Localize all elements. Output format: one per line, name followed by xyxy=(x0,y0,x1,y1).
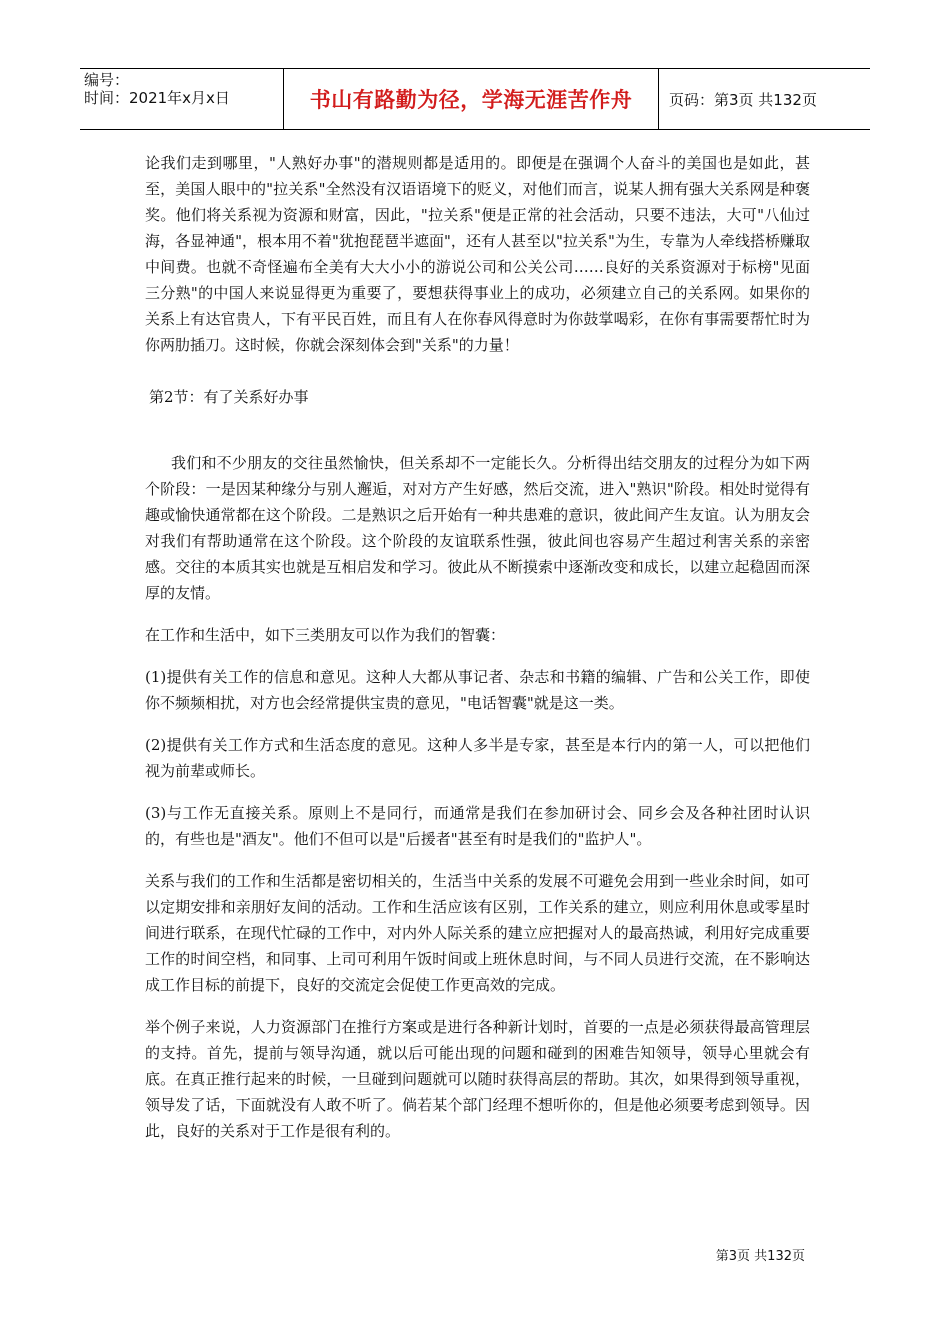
body-paragraph-1: 我们和不少朋友的交往虽然愉快，但关系却不一定能长久。分析得出结交朋友的过程分为如下两个阶段：一是因某种缘分与别人邂逅，对对方产生好感，然后交流，进入"熟识"阶段。相处时觉得有趣或愉快通常都在这个阶段。二是熟识之后开始有一种共患难的意识，彼此间产生友谊。认为朋友会对我们有帮助通常在这个阶段。这个阶段的友谊联系性强，彼此间也容易产生超过利害关系的亲密感。交往的本质其实也就是互相启发和学习。彼此从不断摸索中逐渐改变和成长，以建立起稳固而深厚的友情。 xyxy=(145,454,810,602)
list-item-2: (2)提供有关工作方式和生活态度的意见。这种人多半是专家，甚至是本行内的第一人，可以把他们视为前辈或师长。 xyxy=(145,736,810,780)
intro-paragraph: 论我们走到哪里，"人熟好办事"的潜规则都是适用的。即便是在强调个人奋斗的美国也是如此，甚至，美国人眼中的"拉关系"全然没有汉语语境下的贬义，对他们而言，说某人拥有强大关系网是种褒奖。他们将关系视为资源和财富，因此，"拉关系"便是正常的社会活动，只要不违法，大可"八仙过海，各显神通"，根本用不着"犹抱琵琶半遮面"，还有人甚至以"拉关系"为生，专靠为人牵线搭桥赚取中间费。也就不奇怪遍布全美有大大小小的游说公司和公关公司……良好的关系资源对于标榜"见面三分熟"的中国人来说显得更为重要了，要想获得事业上的成功，必须建立自己的关系网。如果你的关系上有达官贵人，下有平民百姓，而且有人在你春风得意时为你鼓掌喝彩，在你有事需要帮忙时为你两肋插刀。这时候，你就会深刻体会到"关系"的力量！ xyxy=(145,154,810,354)
document-date-label: 时间：2021年x月x日 xyxy=(84,89,230,107)
page-footer: 第3页 共132页 xyxy=(715,1249,805,1264)
header-meta xyxy=(80,69,283,129)
list-item-1: (1)提供有关工作的信息和意见。这种人大都从事记者、杂志和书籍的编辑、广告和公关工作，即使你不频频相扰，对方也会经常提供宝贵的意见，"电话智囊"就是这一类。 xyxy=(145,668,810,712)
list-item-3: (3)与工作无直接关系。原则上不是同行，而通常是我们在参加研讨会、同乡会及各种社团时认识的，有些也是"酒友"。他们不但可以是"后援者"甚至有时是我们的"监护人"。 xyxy=(145,804,810,848)
page-header xyxy=(80,68,870,130)
header-page-number: 页码：第3页 共132页 xyxy=(669,90,817,109)
document-number-label: 编号： xyxy=(84,71,130,89)
body-paragraph-2: 在工作和生活中，如下三类朋友可以作为我们的智囊： xyxy=(145,626,506,644)
document-body xyxy=(145,150,810,1144)
body-paragraph-4: 举个例子来说，人力资源部门在推行方案或是进行各种新计划时，首要的一点是必须获得最高管理层的支持。首先，提前与领导沟通，就以后可能出现的问题和碰到的困难告知领导，领导心里就会有底。在真正推行起来的时候，一旦碰到问题就可以随时获得高层的帮助。其次，如果得到领导重视，领导发了话，下面就没有人敢不听了。倘若某个部门经理不想听你的，但是他必须要考虑到领导。因此，良好的关系对于工作是很有利的。 xyxy=(145,1018,810,1140)
body-paragraph-3: 关系与我们的工作和生活都是密切相关的，生活当中关系的发展不可避免会用到一些业余时间，如可以定期安排和亲朋好友间的活动。工作和生活应该有区别，工作关系的建立，则应利用休息或零星时间进行联系，在现代忙碌的工作中，对内外人际关系的建立应把握对人的最高热诚，利用好完成重要工作的时间空档，和同事、上司可利用午饭时间或上班休息时间，与不同人员进行交流，在不影响达成工作目标的前提下，良好的交流定会促使工作更高效的完成。 xyxy=(145,872,810,994)
section-title: 第2节：有了关系好办事 xyxy=(149,388,309,406)
header-motto: 书山有路勤为径，学海无涯苦作舟 xyxy=(283,69,659,129)
